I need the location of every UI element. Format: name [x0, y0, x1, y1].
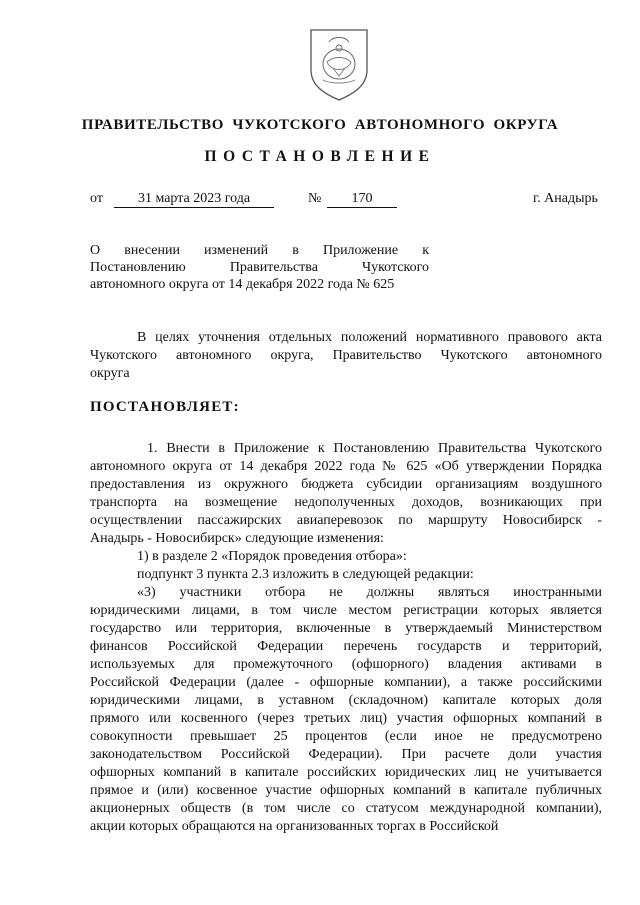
- body-line: Российской Федерации (далее - офшорные компании), а также российскими: [90, 675, 602, 690]
- preamble-line: округа: [90, 366, 130, 381]
- body-line: осуществлении пассажирских авиаперевозок по маршруту Новосибирск -: [90, 513, 602, 528]
- title-line: Постановлению Правительства Чукотского: [90, 260, 429, 275]
- place-label: г. Анадырь: [533, 191, 598, 206]
- body-line: офшорных компаний в капитале российских юридических лиц не учитывается: [90, 765, 602, 780]
- preamble-line: Чукотского автономного округа, Правительство Чукотского автономного: [90, 348, 602, 363]
- number-label: №: [308, 191, 322, 206]
- organization-title: ПРАВИТЕЛЬСТВО ЧУКОТСКОГО АВТОНОМНОГО ОКРУГА: [81, 117, 559, 133]
- preamble: [90, 329, 602, 383]
- document-type: ПОСТАНОВЛЕНИЕ: [204, 148, 436, 165]
- body-line: финансов Российской Федерации перечень государств и территорий,: [90, 639, 602, 654]
- body-line: совокупности превышает 25 процентов (если иное не предусмотрено: [90, 729, 602, 744]
- title-line: О внесении изменений в Приложение к: [90, 243, 429, 258]
- body-line: автономного округа от 14 декабря 2022 года № 625 «Об утверждении Порядка: [90, 459, 602, 474]
- body-line: транспорта на возмещение недополученных доходов, возникающих при: [90, 495, 602, 510]
- body-line: предоставления из окружного бюджета субсидии организациям воздушного: [90, 477, 602, 492]
- body-line: Анадырь - Новосибирск» следующие изменения:: [90, 531, 384, 546]
- preamble-line: В целях уточнения отдельных положений нормативного правового акта: [137, 330, 602, 345]
- date-line: [0, 191, 640, 213]
- body-line: прямое и (или) косвенное участие офшорных компаний в капитале публичных: [90, 783, 602, 798]
- from-label: от: [90, 191, 103, 206]
- number-field: 170: [327, 191, 397, 208]
- body-line: законодательством Российской Федерации). При расчете доли участия: [90, 747, 602, 762]
- body-line: подпункт 3 пункта 2.3 изложить в следующей редакции:: [137, 567, 474, 582]
- title-line: автономного округа от 14 декабря 2022 года № 625: [90, 277, 395, 292]
- body-line: государство или территория, включенные в утверждаемый Министерством: [90, 621, 602, 636]
- decree-heading: ПОСТАНОВЛЯЕТ:: [90, 399, 240, 415]
- document-body: [90, 440, 602, 836]
- body-line: «3) участники отбора не должны являться иностранными: [137, 585, 602, 600]
- body-line: 1. Внести в Приложение к Постановлению Правительства Чукотского: [147, 441, 602, 456]
- body-line: прямого или косвенного (через третьих лиц) участия офшорных компаний в: [90, 711, 602, 726]
- body-line: юридическими лицами, в уставном (складочном) капитале которых доля: [90, 693, 602, 708]
- body-line: акционерных обществ (в том числе со статусом международной компании),: [90, 801, 602, 816]
- body-line: акции которых обращаются на организованных торгах в Российской: [90, 819, 499, 834]
- body-line: используемых для промежуточного (офшорного) владения активами в: [90, 657, 602, 672]
- document-title: [90, 242, 429, 293]
- body-line: 1) в разделе 2 «Порядок проведения отбора»:: [137, 549, 407, 564]
- coat-of-arms-emblem: [303, 24, 375, 102]
- date-field: 31 марта 2023 года: [114, 191, 274, 208]
- body-line: юридическими лицами, в том числе местом регистрации которых является: [90, 603, 602, 618]
